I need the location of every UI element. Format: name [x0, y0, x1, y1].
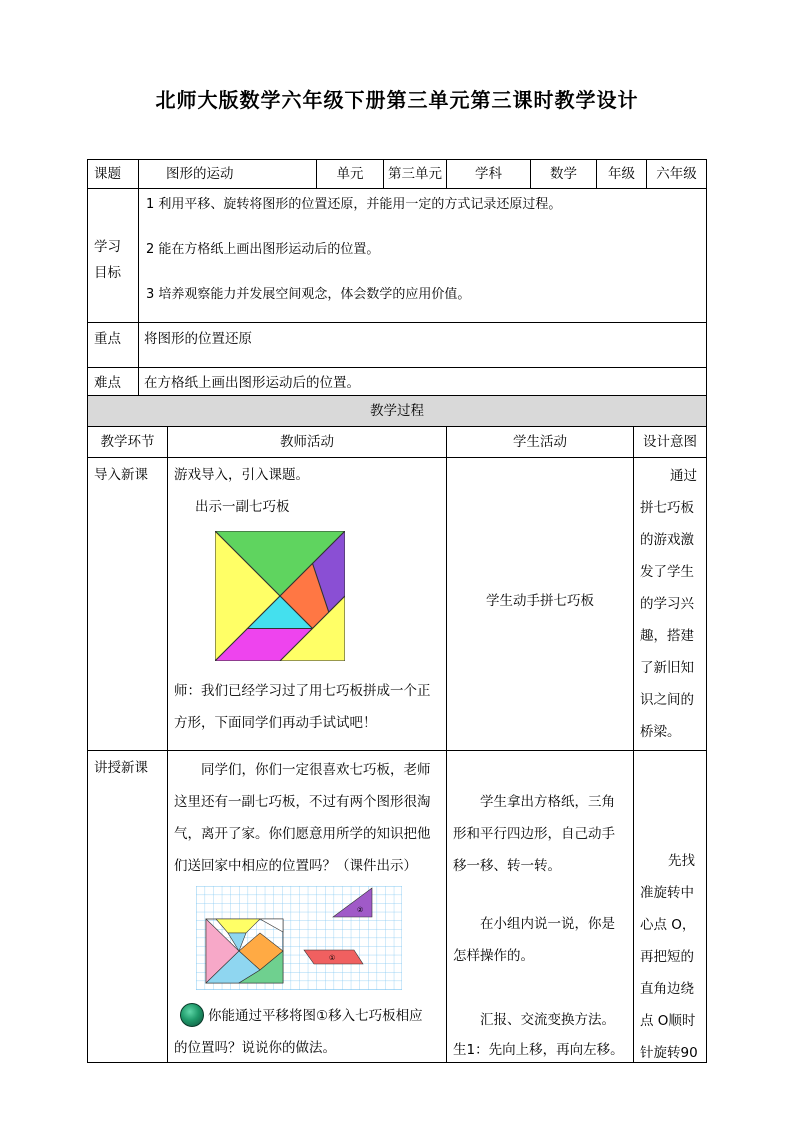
- lecture-student-b: 在小组内说一说，你是 怎样操作的。: [453, 916, 615, 964]
- page-title: 北师大版数学六年级下册第三单元第三课时教学设计: [155, 88, 639, 112]
- objective-1: 1 利用平移、旋转将图形的位置还原，并能用一定的方式记录还原过程。: [146, 197, 562, 212]
- lecture-question-1: 你能通过平移将图①移入七巧板相应: [208, 1008, 423, 1024]
- grade-value: 六年级: [656, 166, 697, 182]
- subject-label: 课题: [94, 166, 121, 182]
- objective-3: 3 培养观察能力并发展空间观念，体会数学的应用价值。: [146, 287, 471, 302]
- subject-value: 图形的运动: [166, 166, 234, 182]
- intro-teacher-1: 游戏导入，引入课题。: [174, 467, 309, 483]
- lecture-intent: 先找 准旋转中 心点 O， 再把短的 直角边绕 点 O顺时 针旋转90: [640, 853, 698, 1061]
- grid-label-2: ②: [357, 906, 364, 914]
- intro-stage: 导入新课: [94, 467, 148, 483]
- lecture-student-a: 学生拿出方格纸，三角 形和平行四边形，自己动手 移一移、转一转。: [453, 794, 615, 874]
- intro-intent: 通过 拼七巧板 的游戏激 发了学生 的学习兴 趣，搭建 了新旧知 识之间的 桥梁。: [640, 468, 697, 740]
- grid-image: [196, 886, 402, 990]
- difficulty-text: 在方格纸上画出图形运动后的位置。: [144, 375, 360, 391]
- discipline-label: 学科: [475, 166, 502, 182]
- unit-label: 单元: [336, 166, 364, 182]
- green-ball-icon: [180, 1003, 204, 1027]
- lecture-student-c: 汇报、交流变换方法。 生1：先向上移，再向左移。: [453, 1012, 624, 1058]
- tangram-image: [215, 531, 345, 661]
- objective-2: 2 能在方格纸上画出图形运动后的位置。: [146, 242, 380, 257]
- grid-label-1: ①: [329, 954, 336, 962]
- difficulty-label: 难点: [94, 375, 121, 391]
- objectives-label: 学习 目标: [94, 239, 121, 281]
- grade-label: 年级: [608, 166, 635, 182]
- lecture-teacher-text: 同学们，你们一定很喜欢七巧板，老师 这里还有一副七巧板，不过有两个图形很淘 气，离开了家。你们愿意用所学的知识把他 们送回家中相应的位置吗？（课件出示）: [174, 762, 431, 874]
- process-header: 教学过程: [370, 403, 424, 419]
- key-point-label: 重点: [94, 331, 121, 347]
- intro-teacher-3: 师：我们已经学习过了用七巧板拼成一个正 方形，下面同学们再动手试试吧！: [174, 683, 431, 731]
- intro-teacher-2: 出示一副七巧板: [195, 499, 290, 515]
- discipline-value: 数学: [550, 166, 577, 182]
- lecture-stage: 讲授新课: [94, 760, 148, 776]
- col-intent: 设计意图: [643, 434, 697, 450]
- col-teacher: 教师活动: [280, 434, 334, 450]
- unit-value: 第三单元: [388, 166, 442, 182]
- intro-student: 学生动手拼七巧板: [486, 593, 594, 609]
- lecture-question-2: 的位置吗？说说你的做法。: [174, 1040, 336, 1056]
- col-stage: 教学环节: [100, 434, 155, 450]
- col-student: 学生活动: [513, 434, 567, 450]
- key-point-text: 将图形的位置还原: [144, 331, 252, 347]
